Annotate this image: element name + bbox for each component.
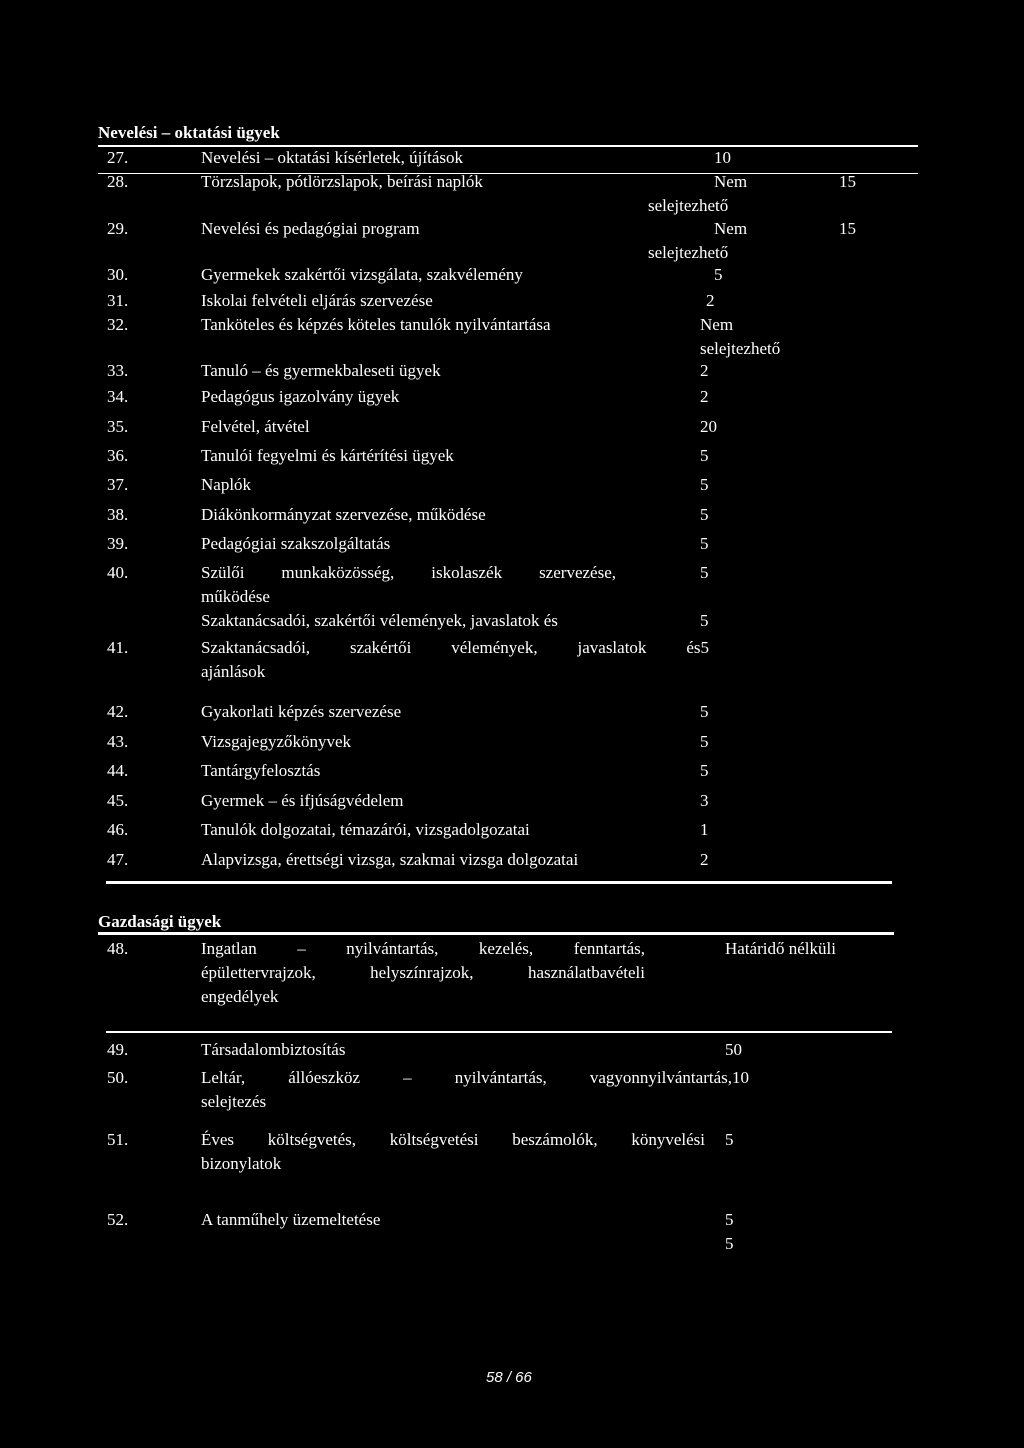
row-text: Tanulói fegyelmi és kártérítési ügyek <box>201 446 454 465</box>
row-value: 50 <box>725 1040 742 1059</box>
row-text: Tantárgyfelosztás <box>201 761 321 780</box>
row-text: Felvétel, átvétel <box>201 417 310 436</box>
row-text: Tanuló – és gyermekbaleseti ügyek <box>201 361 441 380</box>
row-value: Nem <box>714 172 748 191</box>
row-value: 5 <box>700 446 709 465</box>
row-text: Tanulók dolgozatai, témazárói, vizsgadolgozatai <box>201 820 530 839</box>
row-number: 40. <box>107 563 129 582</box>
row-extra-value: 15 <box>839 219 856 238</box>
row-value-line2: selejtezhető <box>648 196 729 215</box>
row-number: 52. <box>107 1210 129 1229</box>
row-value: 5 <box>725 1210 734 1229</box>
row-number: 37. <box>107 475 129 494</box>
row-value: 2 <box>700 387 709 406</box>
row-number: 47. <box>107 850 129 869</box>
row-value: 20 <box>700 417 717 436</box>
row-value: Nem <box>714 219 748 238</box>
row-number: 30. <box>107 265 129 284</box>
row-number: 46. <box>107 820 129 839</box>
row-text: Szaktanácsadói, szakértői vélemények, javaslatok és <box>201 611 558 630</box>
row-number: 39. <box>107 534 129 553</box>
row-value: 5 <box>700 563 709 582</box>
row-value: Nem <box>700 315 734 334</box>
row-text: Vizsgajegyzőkönyvek <box>201 732 352 751</box>
row-number: 50. <box>107 1068 129 1087</box>
row-number: 48. <box>107 939 129 958</box>
row-rule <box>106 1031 892 1033</box>
heading-rule <box>98 932 894 935</box>
row-text: Törzslapok, pótlörzslapok, beírási naplók <box>201 172 483 191</box>
row-value: 5 <box>700 702 709 721</box>
row-value: 5 <box>714 265 723 284</box>
section-heading-nevelesi: Nevelési – oktatási ügyek <box>98 123 280 142</box>
row-value: 10 <box>714 148 731 167</box>
row-value: 2 <box>700 850 709 869</box>
row-value: 5 <box>700 611 709 630</box>
row-number: 49. <box>107 1040 129 1059</box>
row-value-line2: 5 <box>725 1234 734 1253</box>
row-number: 35. <box>107 417 129 436</box>
row-text-line2: ajánlások <box>201 662 266 681</box>
row-text: Gyermekek szakértői vizsgálata, szakvélemény <box>201 265 523 284</box>
row-text: Iskolai felvételi eljárás szervezése <box>201 291 433 310</box>
row-value: 5 <box>700 505 709 524</box>
row-text: Pedagógiai szakszolgáltatás <box>201 534 391 553</box>
row-text: Gyermek – és ifjúságvédelem <box>201 791 404 810</box>
row-number: 42. <box>107 702 129 721</box>
row-number: 36. <box>107 446 129 465</box>
row-value: Határidő nélküli <box>725 939 836 958</box>
row-text: Nevelési – oktatási kísérletek, újítások <box>201 148 464 167</box>
row-number: 41. <box>107 638 129 657</box>
row-text-line2: bizonylatok <box>201 1154 282 1173</box>
row-text: Leltár, állóeszköz – nyilvántartás, vagyonnyilvántartás,10 <box>201 1068 749 1087</box>
row-text-line2: selejtezés <box>201 1092 267 1111</box>
row-value: 5 <box>725 1130 734 1149</box>
row-text: Szaktanácsadói, szakértői vélemények, javaslatok és5 <box>201 638 709 657</box>
row-value-line2: selejtezhető <box>648 243 729 262</box>
row-value: 2 <box>700 361 709 380</box>
row-text: Tanköteles és képzés köteles tanulók nyilvántartása <box>201 315 551 334</box>
row-number: 27. <box>107 148 129 167</box>
row-text-line2: épülettervrajzok, helyszínrajzok, használatbavételi <box>201 963 645 982</box>
row-text: Éves költségvetés, költségvetési beszámolók, könyvelési <box>201 1130 705 1149</box>
row-text-line3: engedélyek <box>201 987 279 1006</box>
row-number: 44. <box>107 761 129 780</box>
row-number: 38. <box>107 505 129 524</box>
row-text: Ingatlan – nyilvántartás, kezelés, fenntartás, <box>201 939 645 958</box>
section-heading-gazdasagi: Gazdasági ügyek <box>98 912 222 931</box>
row-text-line2: működése <box>201 587 270 606</box>
row-number: 29. <box>107 219 129 238</box>
row-value: 5 <box>700 475 709 494</box>
row-text: Naplók <box>201 475 252 494</box>
row-text: Gyakorlati képzés szervezése <box>201 702 402 721</box>
row-extra-value: 15 <box>839 172 856 191</box>
row-number: 28. <box>107 172 129 191</box>
row-number: 34. <box>107 387 129 406</box>
row-number: 33. <box>107 361 129 380</box>
row-text: Nevelési és pedagógiai program <box>201 219 420 238</box>
row-value: 5 <box>700 732 709 751</box>
row-text: Alapvizsga, érettségi vizsga, szakmai vizsga dolgozatai <box>201 850 579 869</box>
row-number: 43. <box>107 732 129 751</box>
page-number: 58 / 66 <box>486 1369 532 1386</box>
row-number: 45. <box>107 791 129 810</box>
row-number: 32. <box>107 315 129 334</box>
row-text: Szülői munkaközösség, iskolaszék szervezése, <box>201 563 616 582</box>
row-text: Társadalombiztosítás <box>201 1040 346 1059</box>
row-value: 5 <box>700 534 709 553</box>
section-divider <box>106 881 892 884</box>
row-number: 51. <box>107 1130 129 1149</box>
row-number: 31. <box>107 291 129 310</box>
row-value: 2 <box>706 291 715 310</box>
row-value: 1 <box>700 820 709 839</box>
row-text: Diákönkormányzat szervezése, működése <box>201 505 486 524</box>
row-text: Pedagógus igazolvány ügyek <box>201 387 400 406</box>
row-value: 3 <box>700 791 709 810</box>
row-text: A tanműhely üzemeltetése <box>201 1210 381 1229</box>
row-value: 5 <box>700 761 709 780</box>
row-value-line2: selejtezhető <box>700 339 781 358</box>
